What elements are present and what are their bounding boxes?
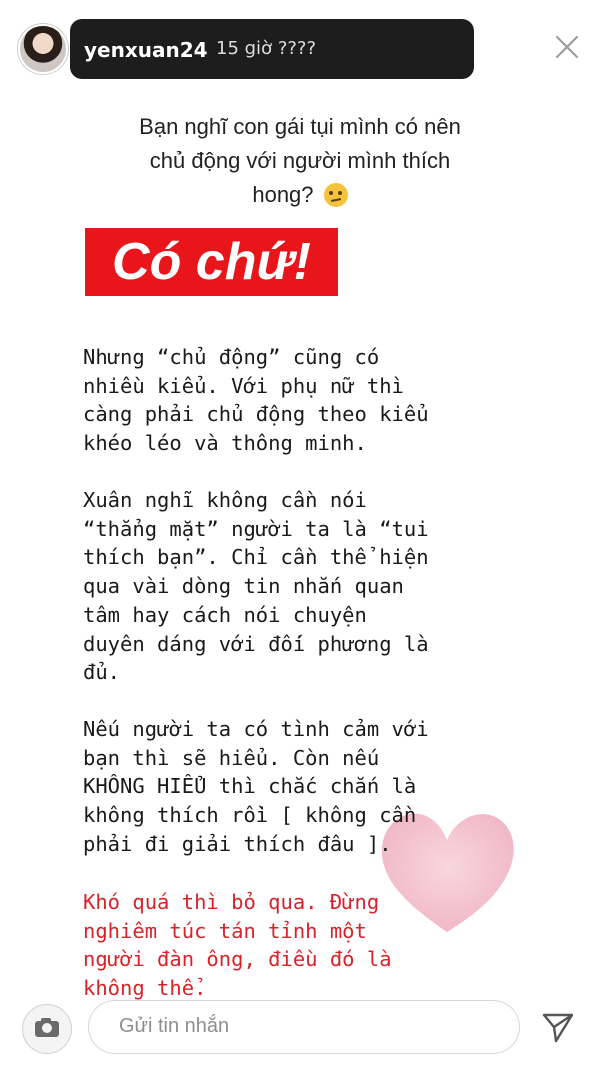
- progress-segment: [143, 9, 203, 12]
- send-icon[interactable]: [540, 1009, 576, 1045]
- message-input[interactable]: Gửi tin nhắn: [88, 1000, 520, 1054]
- question-line-text: hong?: [252, 182, 314, 207]
- progress-segment: [334, 9, 394, 12]
- paragraph-1: Nhưng “chủ động” cũng có nhiều kiểu. Với phụ nữ thì càng phải chủ động theo kiểu khéo léo và thông minh.: [83, 345, 429, 456]
- answer-banner: Có chứ!: [85, 228, 338, 296]
- progress-segment: [461, 9, 521, 12]
- paragraph-4-warning: Khó quá thì bỏ qua. Đừng nghiêm túc tán tỉnh một người đàn ông, điều đó là không thể.: [83, 890, 392, 1001]
- time-overlay-text: ????: [277, 38, 317, 59]
- progress-segment: [16, 9, 76, 12]
- close-icon[interactable]: [552, 32, 582, 62]
- question-line: chủ động với người mình thích: [149, 148, 451, 173]
- question-text: [60, 110, 540, 212]
- post-time-text: 15 giờ: [216, 38, 273, 59]
- thinking-face-icon: [324, 183, 348, 207]
- progress-segment: [270, 9, 330, 12]
- progress-segment: [525, 9, 585, 12]
- question-line: Bạn nghĩ con gái tụi mình có nên: [139, 114, 461, 139]
- progress-segment: [80, 9, 140, 12]
- paragraph-2: Xuân nghĩ không cần nói “thẳng mặt” người ta là “tui thích bạn”. Chỉ cần thể hiện qua vài dòng tin nhắn quan tâm hay cách nói chuyện duyên dáng với đối phương là đủ.: [83, 488, 429, 685]
- question-line-last: [60, 178, 540, 212]
- avatar[interactable]: [18, 24, 68, 74]
- post-time: [216, 38, 316, 59]
- camera-lens: [42, 1023, 52, 1033]
- username[interactable]: yenxuan24: [84, 38, 208, 62]
- progress-segment: [207, 9, 267, 12]
- progress-segment: [397, 9, 457, 12]
- story-progress-bar: [16, 9, 584, 12]
- camera-icon[interactable]: [22, 1004, 72, 1054]
- paragraph-3: Nếu người ta có tình cảm với bạn thì sẽ hiểu. Còn nếu KHÔNG HIỂU thì chắc chắn là không thích rồi [ không cần phải đi giải thích đâu ].: [83, 717, 429, 856]
